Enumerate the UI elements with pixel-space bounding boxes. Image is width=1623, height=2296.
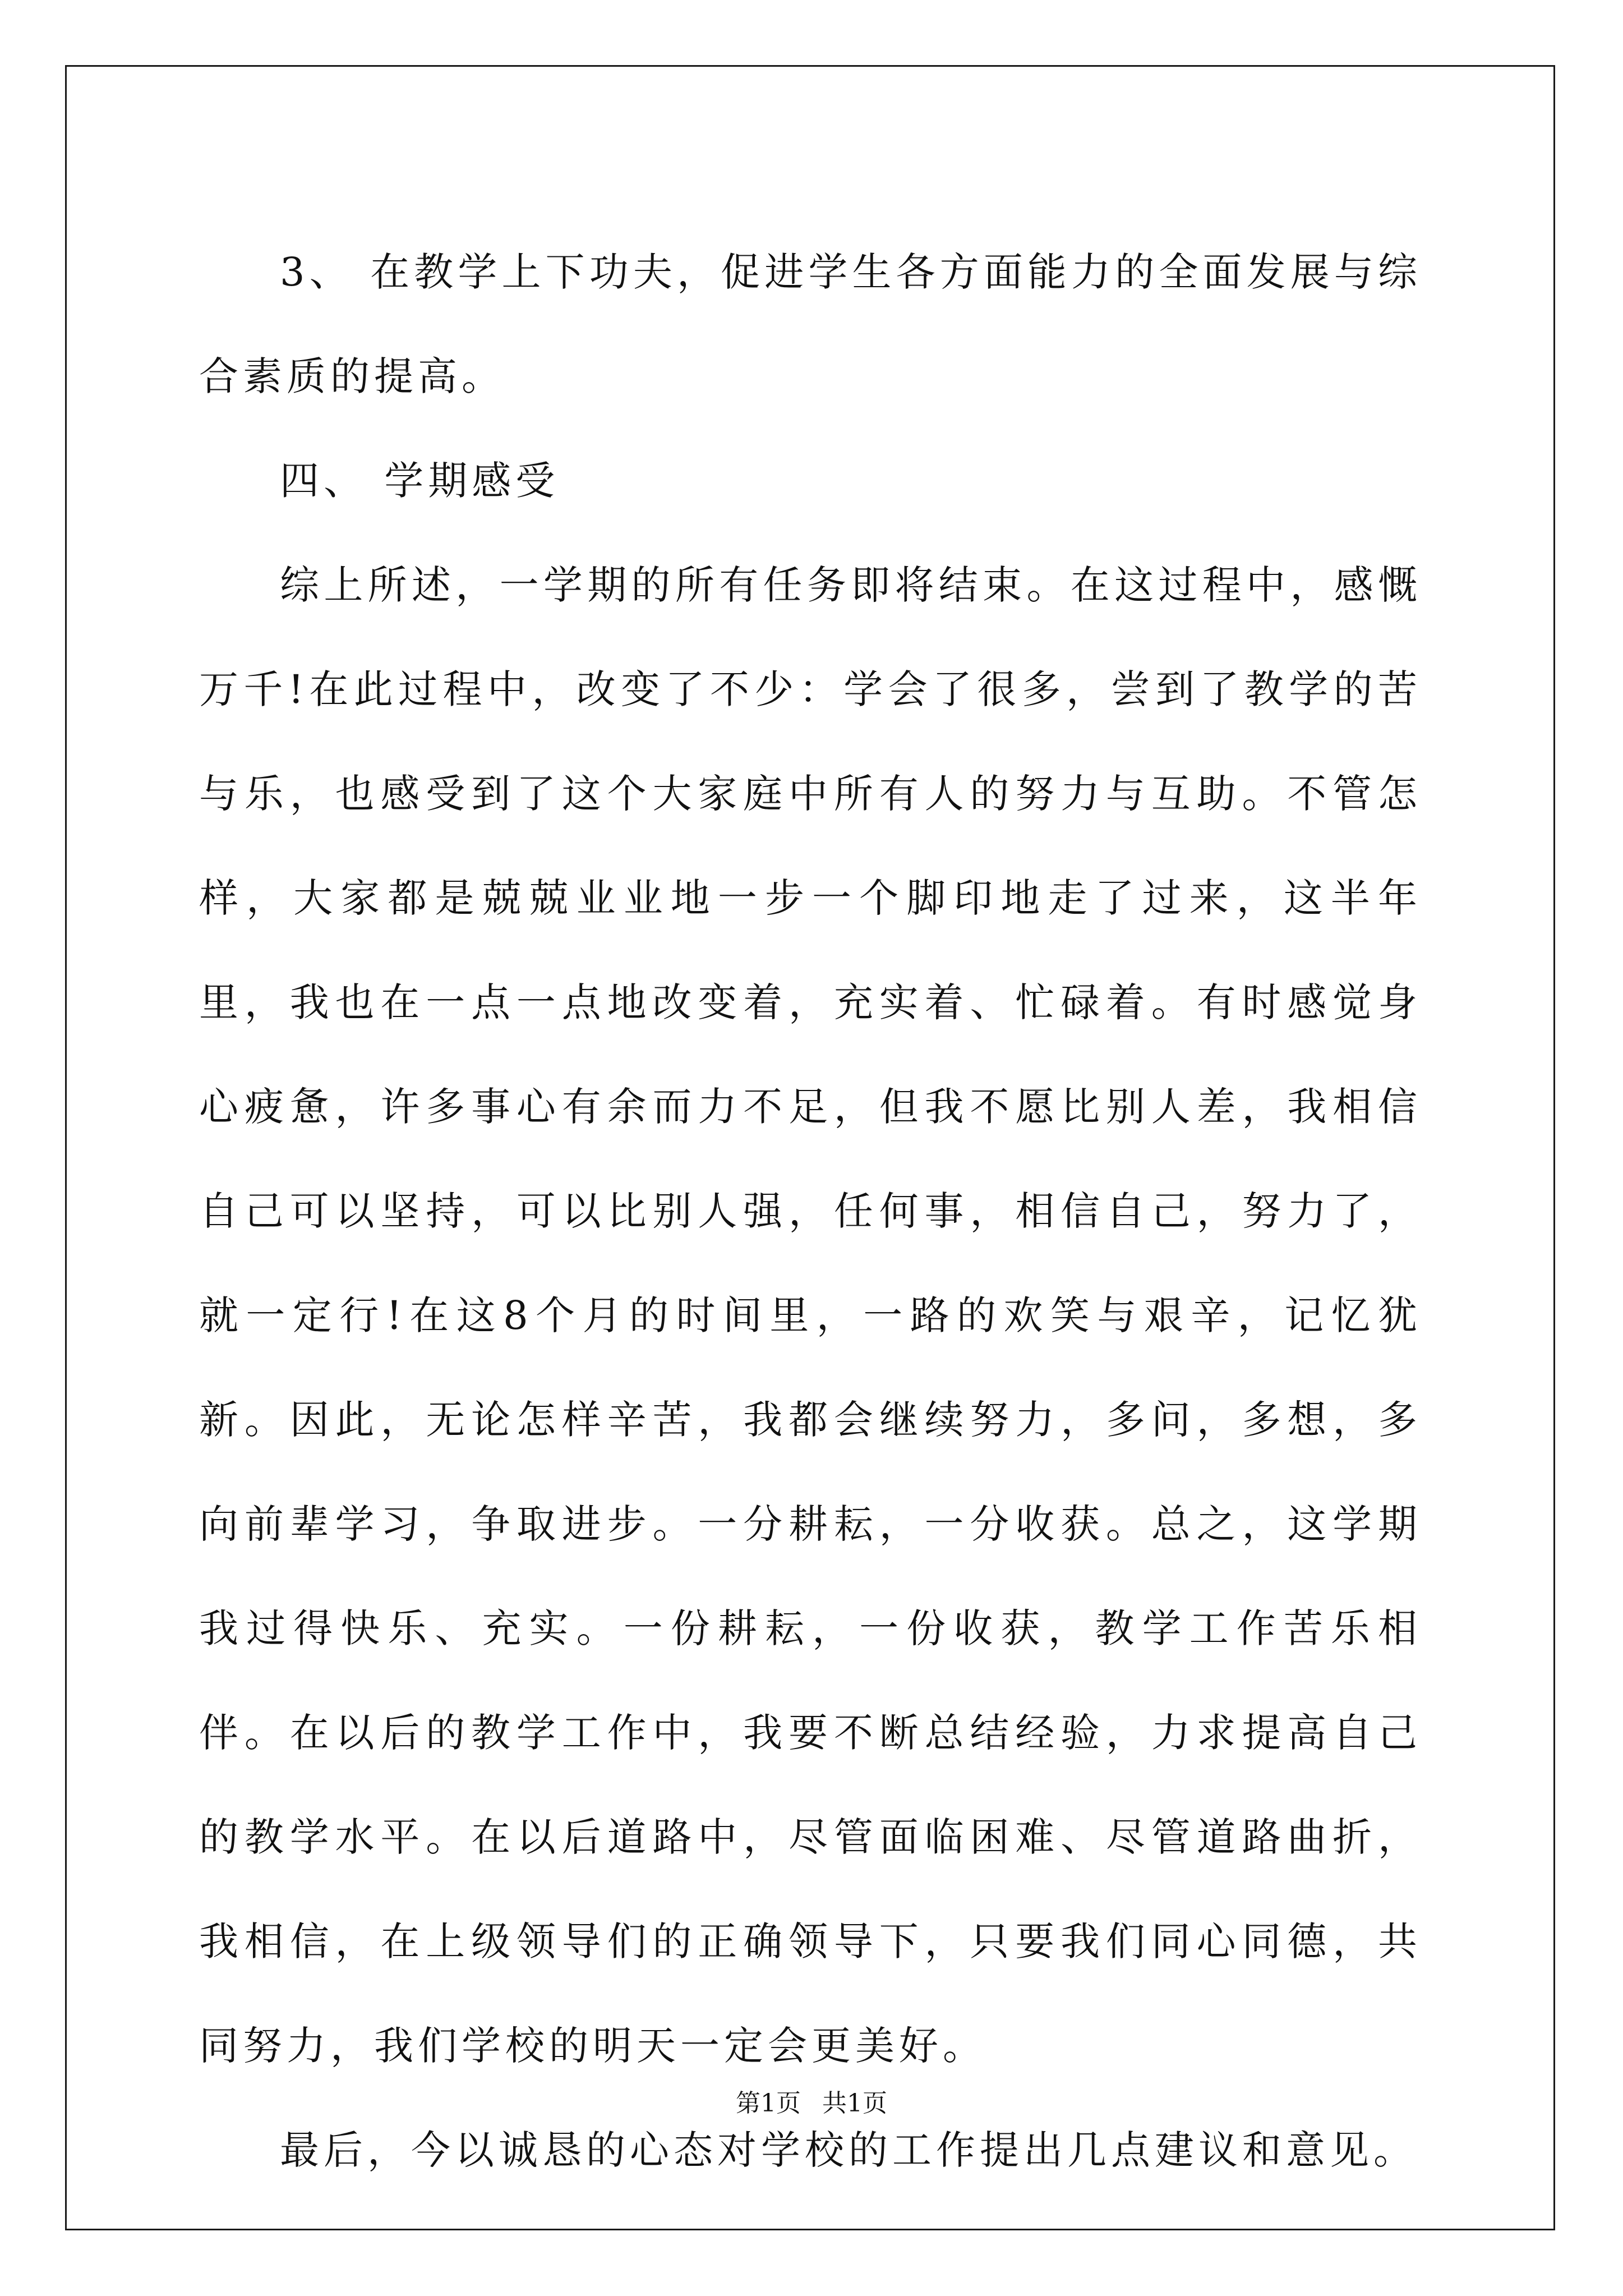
page-number-current: 第1页 <box>736 2089 801 2118</box>
paragraph-teaching-effort: 3、 在教学上下功夫，促进学生各方面能力的全面发展与综合素质的提高。 <box>199 249 1422 399</box>
page-footer <box>0 2087 1623 2120</box>
page-number-total: 共1页 <box>822 2089 887 2118</box>
paragraph-summary: 综上所述，一学期的所有任务即将结束。在这过程中，感慨万千!在此过程中，改变了不少：学会了很多，尝到了教学的苦与乐，也感受到了这个大家庭中所有人的努力与互助。不管怎样，大家都是兢兢业业地一步一个脚印地走了过来，这半年里，我也在一点一点地改变着，充实着、忙碌着。有时感觉身心疲惫，许多事心有余而力不足，但我不愿比别人差，我相信自己可以坚持，可以比别人强，任何事，相信自己，努力了，就一定行!在这8个月的时间里，一路的欢笑与艰辛，记忆犹新。因此，无论怎样辛苦，我都会继续努力，多问，多想，多向前辈学习，争取进步。一分耕耘，一分收获。总之，这学期我过得快乐、充实。一份耕耘，一份收获，教学工作苦乐相伴。在以后的教学工作中，我要不断总结经验，力求提高自己的教学水平。在以后道路中，尽管面临困难、尽管道路曲折，我相信，在上级领导们的正确领导下，只要我们同心同德，共同努力，我们学校的明天一定会更美好。 <box>199 562 1422 2069</box>
document-body <box>199 220 1422 2202</box>
paragraph-closing: 最后，今以诚恳的心态对学校的工作提出几点建议和意见。 <box>280 2127 1417 2173</box>
section-heading-semester-feelings: 四、 学期感受 <box>280 458 560 504</box>
